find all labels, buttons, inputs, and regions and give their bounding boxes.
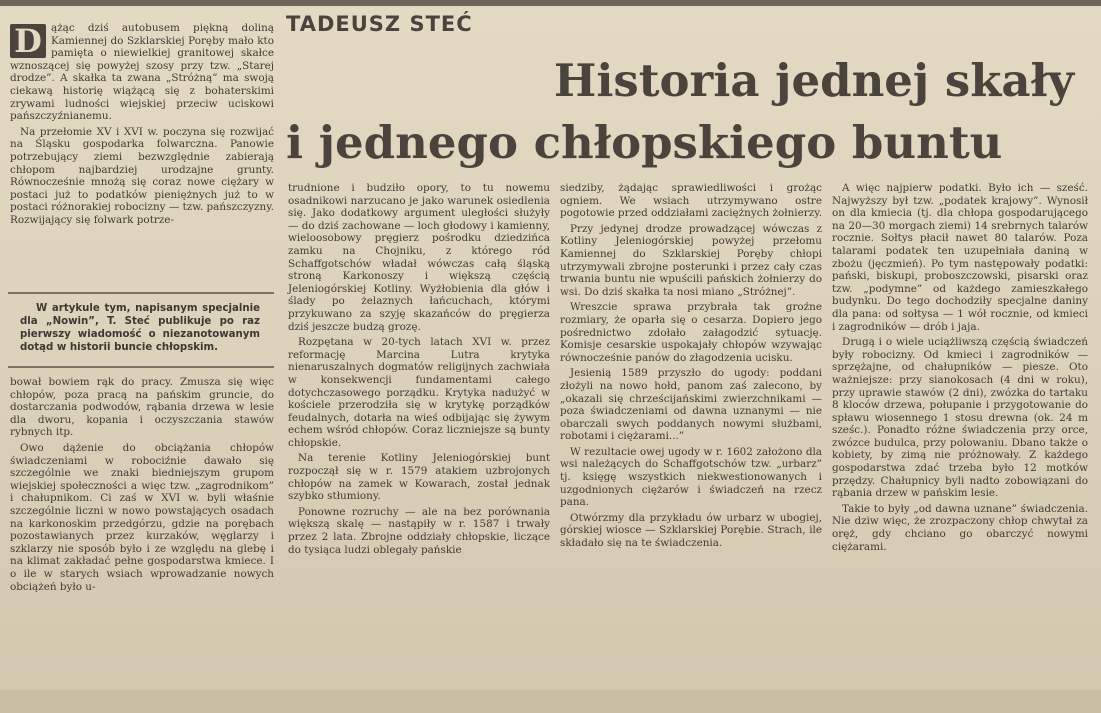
paragraph: Na przełomie XV i XVI w. poczyna się rozwijać na Śląsku gospodarka folwarczna. Panowie potrzebujący ziemi bezwzględnie zabierają chłopom najbardziej urodzajne grunty. Równocześnie mnożą się coraz nowe ciężary w postaci już to podatków pieniężnych już to w postaci różnorakiej robocizny — tzw. pańszczyzny. Rozwijający się folwark potrze- [10, 125, 274, 226]
intro-paragraph: D ążąc dziś autobusem piękną doliną Kamiennej do Szklarskiej Poręby mało kto pamięta o niewielkiej granitowej skałce wznoszącej się powyżej szosy przy tzw. „Starej drodze”. A skałka ta zwana „Stróżną” ma swoją ciekawą historię wiążącą się z bohaterskimi zrywami ludności wiejskiej przeciw uciskowi pańszczyźnianemu. [10, 22, 274, 123]
editorial-note-text: W artykule tym, napisanym specjalnie dla „Nowin”, T. Steć publikuje po raz pierwszy wiadomość o niezanotowanym dotąd w historii buncie chłopskim. [20, 303, 260, 353]
headline-line-2: i jednego chłopskiego buntu [286, 116, 1003, 169]
column-1-top [10, 22, 274, 230]
paragraph: Ponowne rozruchy — ale na bez porównania większą skalę — nastąpiły w r. 1587 i trwały przez 2 lata. Zbrojne oddziały chłopskie, liczące do tysiąca ludzi oblegały pańskie [288, 505, 550, 556]
paragraph: trudnione i budziło opory, to tu nowemu osadnikowi narzucano je jako warunek osiedlenia się. Jako dodatkowy argument uległości służyły — do dziś zachowane — loch głodowy i kamienny, wieloosobowy pręgierz pośrodku dziedzińca zamku na Chojniku, z którego ród Schaffgotschów władał wówczas całą śląską stroną Karkonoszy i większą częścią Jeleniogórskiej Kotliny. Wyżłobienia dla głów i ślady po żelaznych łańcuchach, którymi przykuwano za szyję skazańców do pręgierza dziś jeszcze budzą grozę. [288, 182, 550, 333]
paragraph: Przy jedynej drodze prowadzącej wówczas z Kotliny Jeleniogórskiej powyżej przełomu Kamiennej do Szklarskiej Poręby chłopi utrzymywali zbrojne posterunki i przez cały czas trwania buntu nie wpuścili pańskich żołnierzy do wsi. Do dziś skałka ta nosi miano „Stróżnej”. [560, 222, 822, 298]
author-name: TADEUSZ STEĆ [286, 12, 473, 36]
paragraph: W rezultacie owej ugody w r. 1602 założono dla wsi należących do Schaffgotschów tzw. „urbarz” tj. księgę wszystkich niekwestionowanych i uzgodnionych ciężarów i świadczeń na rzecz pana. [560, 445, 822, 509]
paragraph: A więc najpierw podatki. Było ich — sześć. Najwyższy był tzw. „podatek krajowy”. Wynosił on dla kmiecia (tj. dla chłopa gospodarującego na 20—30 morgach ziemi) 14 srebrnych talarów rocznie. Sołtys płacił nawet 80 talarów. Poza talarami podatek ten uzupełniała daniną w zbożu (jęczmień). Po tym następowały podatki: pański, biskupi, proboszczowski, pisarski oraz tzw. „podymne” od każdego zamieszkałego budynku. Do tego dochodziły specjalne daniny dla pana: od sołtysa — 1 wół rocznie, od kmieci i zagrodników — drób i jaja. [832, 182, 1088, 333]
paragraph: Wreszcie sprawa przybrała tak groźne rozmiary, że oparła się o cesarza. Dopiero jego pośrednictwo zdołało załagodzić sytuację. Komisje cesarskie uspokajały chłopów wzywając równocześnie panów do złagodzenia ucisku. [560, 301, 822, 364]
column-2 [288, 182, 550, 559]
dropcap-letter: D [10, 24, 46, 58]
paragraph: Otwórzmy dla przykładu ów urbarz w ubogiej, górskiej wiosce — Szklarskiej Porębie. Strach, ile składało się na te świadczenia. [560, 511, 822, 550]
column-1-bottom [10, 376, 274, 596]
column-4 [832, 182, 1088, 556]
paragraph: bował bowiem rąk do pracy. Zmusza się więc chłopów, poza pracą na pańskim gruncie, do dostarczania podwodów, rąbania drzewa w lesie dla dworu, kopania i oczyszczania stawów rybnych itp. [10, 376, 274, 439]
article-headline [286, 50, 1086, 174]
paragraph: siedziby, żądając sprawiedliwości i grożąc ogniem. We wsiach utrzymywano ostre pogotowie przed oddziałami zaciężnych żołnierzy. [560, 182, 823, 220]
paragraph: Owo dążenie do obciążania chłopów świadczeniami w robociźnie dawało się szczególnie we znaki biedniejszym grupom wiejskiej społeczności a więc tzw. „zagrodnikom” i chałupnikom. Ci zaś w XVI w. byli właśnie szczególnie liczni w nowo powstających osadach na karkonoskim przedgórzu, gdzie na porębach pozostawianych przez kurzaków, węglarzy i szklarzy nie sposób było i ze względu na glebę i na klimat zakładać pełne gospodarstwa kmiece. I o ile w starych wsiach wprowadzanie nowych obciążeń było u- [10, 441, 274, 593]
top-rule [0, 0, 1101, 6]
paragraph: Na terenie Kotliny Jeleniogórskiej bunt rozpoczął się w r. 1579 atakiem uzbrojonych chłopów na zamek w Kowarach, został jednak szybko stłumiony. [288, 452, 550, 503]
headline-line-1: Historia jednej skały [553, 54, 1074, 107]
paragraph: Jesienią 1589 przyszło do ugody: poddani złożyli na nowo hołd, panom zaś zalecono, by „okazali się chrześcijańskimi zwierzchnikami — poza świadczeniami od dawna uznanymi — nie obarczali swych poddanych nowymi służbami, robotami i ciężarami...” [560, 367, 822, 443]
paragraph: Rozpętana w 20-tych latach XVI w. przez reformację Marcina Lutra krytyka nienaruszalnych dogmatów religijnych zachwiała w konsekwencji fundamentami całego dotychczasowego porządku. Krytyka nadużyć w kościele przerodziła się w krytykę porządków feudalnych, dotarła na wieś odbijając się żywym echem wśród chłopów. Coraz liczniejsze są bunty chłopskie. [288, 336, 550, 449]
paragraph: Drugą i o wiele uciążliwszą częścią świadczeń były robocizny. Od kmieci i zagrodników — sprzężajne, od chałupników — piesze. Oto ważniejsze: przy sianokosach (4 dni w roku), przy uprawie stawów (2 dni), zwózka do tartaku 8 kloców drzewa, połupanie i przygotowanie do spławu wiosennego 1 stosu drewna (ok. 24 m sześc.). Ponadto różne świadczenia przy orce, zwózce budulca, przy polowaniu. Dbano także o kobiety, by zimą nie próżnowały. Z każdego gospodarstwa zdać trzeba było 12 motków przędzy. Chałupnicy byli nadto zobowiązani do rąbania drzew w pańskim lesie. [832, 336, 1088, 500]
editorial-note-box [8, 292, 274, 368]
paragraph: Takie to były „od dawna uznane” świadczenia. Nie dziw więc, że zrozpaczony chłop chwytał za oręż, gdy chciano go obarczyć nowymi ciężarami. [832, 502, 1088, 553]
page-bottom-margin [0, 690, 1101, 713]
column-3 [560, 182, 822, 553]
